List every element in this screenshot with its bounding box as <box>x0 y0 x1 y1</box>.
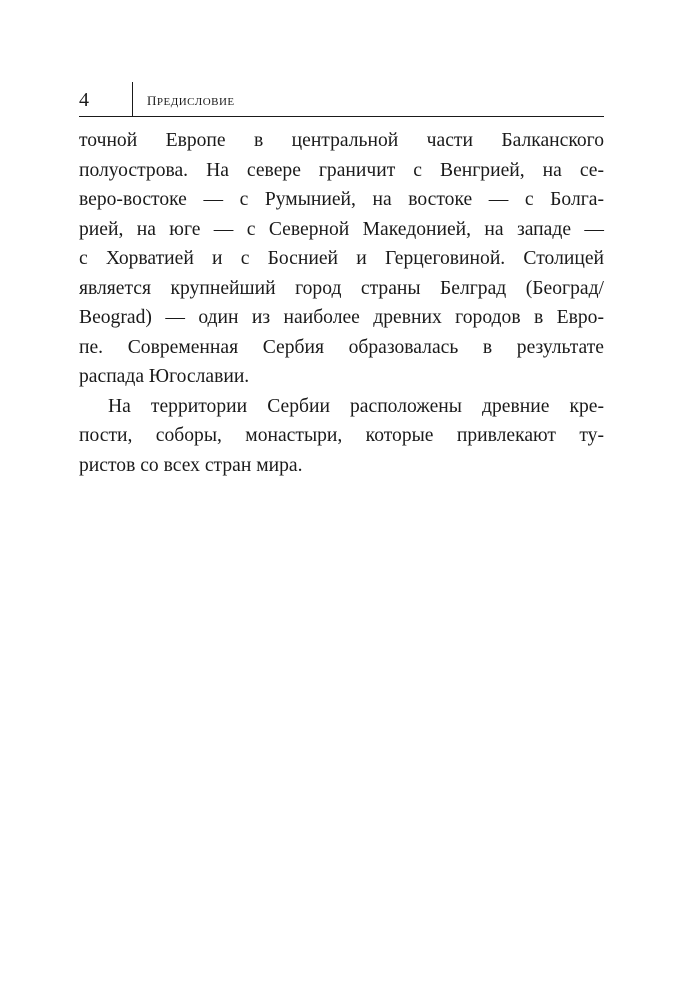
header-rule <box>79 116 604 117</box>
text-line: На территории Сербии расположены древние кре- <box>108 395 604 417</box>
text-line: пе. Современная Сербия образовалась в результате <box>79 336 604 358</box>
text-line: является крупнейший город страны Белград (Београд/ <box>79 277 604 299</box>
body-text <box>79 126 604 480</box>
page-header <box>79 82 604 118</box>
running-title: Предисловие <box>147 89 235 110</box>
text-line: точной Европе в центральной части Балканского <box>79 130 604 151</box>
text-line: полуострова. На севере граничит с Венгрией, на се- <box>79 159 604 181</box>
text-line: ристов со всех стран мира. <box>79 454 303 476</box>
page-number: 4 <box>79 89 89 111</box>
text-line: распада Югославии. <box>79 366 250 387</box>
text-line: с Хорватией и с Боснией и Герцеговиной. Столицей <box>79 248 604 269</box>
paragraph-1 <box>79 126 604 392</box>
text-line: веро-востоке — с Румынией, на востоке — с Болга- <box>79 189 604 210</box>
text-line: пости, соборы, монастыри, которые привлекают ту- <box>79 425 604 446</box>
text-line: рией, на юге — с Северной Македонией, на западе — <box>79 218 604 240</box>
header-divider <box>132 82 133 116</box>
paragraph-2 <box>79 392 604 481</box>
text-line: Beograd) — один из наиболее древних городов в Евро- <box>79 307 604 328</box>
